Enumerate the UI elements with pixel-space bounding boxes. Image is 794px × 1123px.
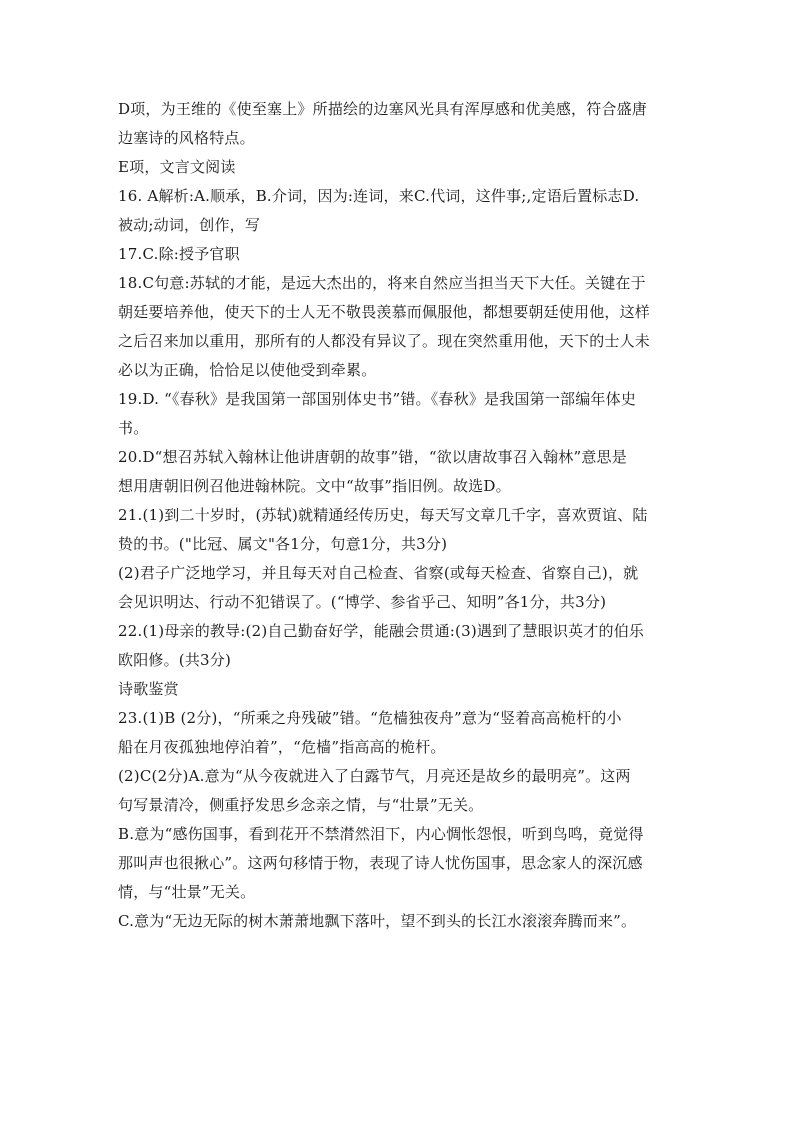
text-line: 22.(1)母亲的教导:(2)自己勤奋好学，能融会贯通:(3)遇到了慧眼识英才的伯乐	[118, 622, 645, 640]
text-line: 欧阳修。(共3分)	[118, 651, 232, 669]
text-line: C.意为“无边无际的树木萧萧地飘下落叶，望不到头的长江水滚滚奔腾而来”。	[118, 912, 637, 930]
text-line: D项，为王维的《使至塞上》所描绘的边塞风光具有浑厚感和优美感，符合盛唐	[118, 100, 648, 118]
text-line: 16. A解析:A.顺承，B.介词，因为:连词，来C.代词，这件事;,定语后置标志D.	[118, 187, 640, 205]
text-line: 19.D. “《春秋》是我国第一部国别体史书”错。《春秋》是我国第一部编年体史	[118, 390, 637, 408]
section-heading: 诗歌鉴赏	[118, 680, 179, 698]
text-line: 必以为正确，恰恰足以使他受到牵累。	[118, 361, 377, 379]
text-line: 被动;动词，创作，写	[118, 216, 261, 234]
text-line: 边塞诗的风格特点。	[118, 129, 255, 147]
text-line: 书。	[118, 419, 149, 437]
text-line: 20.D“想召苏轼入翰林让他讲唐朝的故事”错，“欲以唐故事召入翰林”意思是	[118, 448, 627, 466]
text-line: 句写景清冷，侧重抒发思乡念亲之情，与“壮景”无关。	[118, 796, 484, 814]
text-line: 那叫声也很揪心”。这两句移情于物，表现了诗人忧伤国事，思念家人的深沉感	[118, 854, 643, 872]
document-body	[118, 95, 678, 936]
text-line: 情，与“壮景”无关。	[118, 883, 256, 901]
text-line: 之后召来加以重用，那所有的人都没有异议了。现在突然重用他，天下的士人未	[118, 332, 651, 350]
text-line: (2)C(2分)A.意为“从今夜就进入了白露节气，月亮还是故乡的最明亮”。这两	[118, 767, 631, 785]
text-line: (2)君子广泛地学习，并且每天对自己检查、省察(或每天检查、省察自己)，就	[118, 564, 639, 582]
text-line: 想用唐朝旧例召他进翰林院。文中“故事”指旧例。故选D。	[118, 477, 511, 495]
text-line: 朝廷要培养他，使天下的士人无不敬畏羡慕而佩服他，都想要朝廷使用他，这样	[118, 303, 651, 321]
text-line: 会见识明达、行动不犯错误了。(“博学、参省乎己、知明”各1分，共3分)	[118, 593, 607, 611]
text-line: E项，文言文阅读	[118, 158, 236, 176]
text-line: 23.(1)B (2分)，“所乘之舟残破”错。“危樯独夜舟”意为“竖着高高桅杆的小	[118, 709, 622, 727]
text-line: 贽的书。("比冠、属文"各1分，句意1分，共3分)	[118, 535, 448, 553]
text-line: 船在月夜孤独地停泊着”，“危樯”指高高的桅杆。	[118, 738, 446, 756]
text-line: 17.C.除:授予官职	[118, 245, 240, 263]
text-line: 18.C句意:苏轼的才能，是远大杰出的，将来自然应当担当天下大任。关键在于	[118, 274, 646, 292]
text-line: B.意为“感伤国事，看到花开不禁潸然泪下，内心惆怅怨恨，听到鸟鸣，竟觉得	[118, 825, 644, 843]
text-line: 21.(1)到二十岁时，(苏轼)就精通经传历史，每天写文章几千字，喜欢贾谊、陆	[118, 506, 648, 524]
